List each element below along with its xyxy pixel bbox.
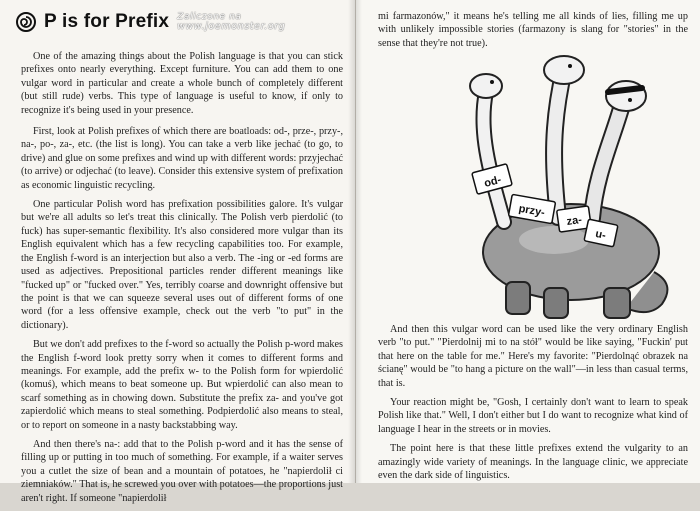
paragraph: But we don't add prefixes to the f-word so actually the Polish p-word makes the English f-word look pretty sorry when it comes to different forms and meanings. For example, add the prefix w- to the Polish form for wpierdolić (komuś), which means to beat someone up. But wpierdolić can also mean to scarf something as in chowing down. Substitute the prefix za- and you've got zapierdolić which means to steal something. Podpierdolić also means to steal, or to report on someone in a nasty backstabbing way.: [21, 339, 343, 431]
right-top-text: [378, 10, 688, 50]
prefix-tag-label: za-: [565, 213, 583, 228]
prefix-creature-illustration: [466, 52, 666, 324]
left-text-column: [21, 50, 343, 511]
paragraph: One of the amazing things about the Polish language is that you can stick prefixes onto nearly everything. Except furniture. You can add them to one vulgar word in particular and create a whole bunch of completely different (but still rude) verbs. This type of language is useful to know, if only to recognize it's being used in your presence.: [21, 51, 343, 116]
section-heading: [16, 8, 346, 36]
prefix-tag-label: u-: [594, 228, 607, 242]
prefix-tag-label: przy-: [517, 202, 546, 220]
prefix-tag-od: [472, 164, 512, 195]
paragraph: One particular Polish word has prefixation possibilities galore. It's vulgar but we're all adults so let's treat this clinically. The Polish verb pierdolić (to fuck) has super-semantic flexibility. It's also considered more vulgar than its English equivalent which has a few recycling capabilities too. For example, the English f-word is an interjection but also a verb. The -ing or -ed forms are used as adjectives. Prepositional particles render different meanings like "fucked up" or "fucked over." Yes, terribly coarse and downright offensive but the point is that we can squeeze several uses out of different forms of one word (for a less offensive example, check out the verb "to put" in the dictionary).: [21, 199, 343, 331]
watermark-line-1: Zaliczone na: [177, 12, 242, 22]
right-text-column: [378, 323, 688, 488]
paragraph: And then there's na-: add that to the Polish p-word and it has the sense of filling up or putting in too much of something. For example, if a waiter serves you a cutlet the size of bean and a mountain of potatoes, he "napierdolił ci ziemniaków." That is, he screwed you over with potatoes—the proportions just aren't right. If someone "napierdolił: [21, 438, 343, 504]
paragraph: Your reaction might be, "Gosh, I certainly don't want to learn to speak Polish like that." Well, I don't either but I do want to recognize what kind of language I hear in the streets or in movies.: [378, 397, 688, 435]
prefix-tag-label: od-: [482, 173, 503, 190]
continued-paragraph: mi farmazonów," it means he's telling me all kinds of lies, filling me up with unlikely impossible stories (farmazony is slang for "stories" in the sense that they're not true).: [378, 11, 688, 49]
paragraph: The point here is that these little prefixes extend the vulgarity to an amazingly wide variety of meanings. In the language clinic, we appreciate even the dark side of linguistics.: [378, 443, 688, 482]
paragraph: First, look at Polish prefixes of which there are boatloads: od-, prze-, przy-, na-, po-, za-, etc. (the list is long). You can take a verb like jechać (to go, to drive) and glue on some prefixes and wind up with different words: przyjechać (to arrive) or odjechać (to leave). Consider this extensive system of prefixation as economic linguistic recycling.: [21, 126, 343, 191]
page-title: P is for Prefix: [44, 11, 170, 32]
spiral-icon: [16, 12, 36, 32]
paragraph: And then this vulgar word can be used like the very ordinary English verb "to put." "Pierdolnij mi to na stół" would be like saying, "Fuckin' put that here on the table for me." Here's my favorite: "Pierdolnąć obrazek na ścianę" would be "to hang a picture on the wall"—in less than casual terms, that is.: [378, 324, 688, 389]
watermark-logo: [177, 13, 285, 31]
watermark-line-2: www.joemonster.org: [177, 21, 286, 32]
right-page: [356, 0, 700, 483]
